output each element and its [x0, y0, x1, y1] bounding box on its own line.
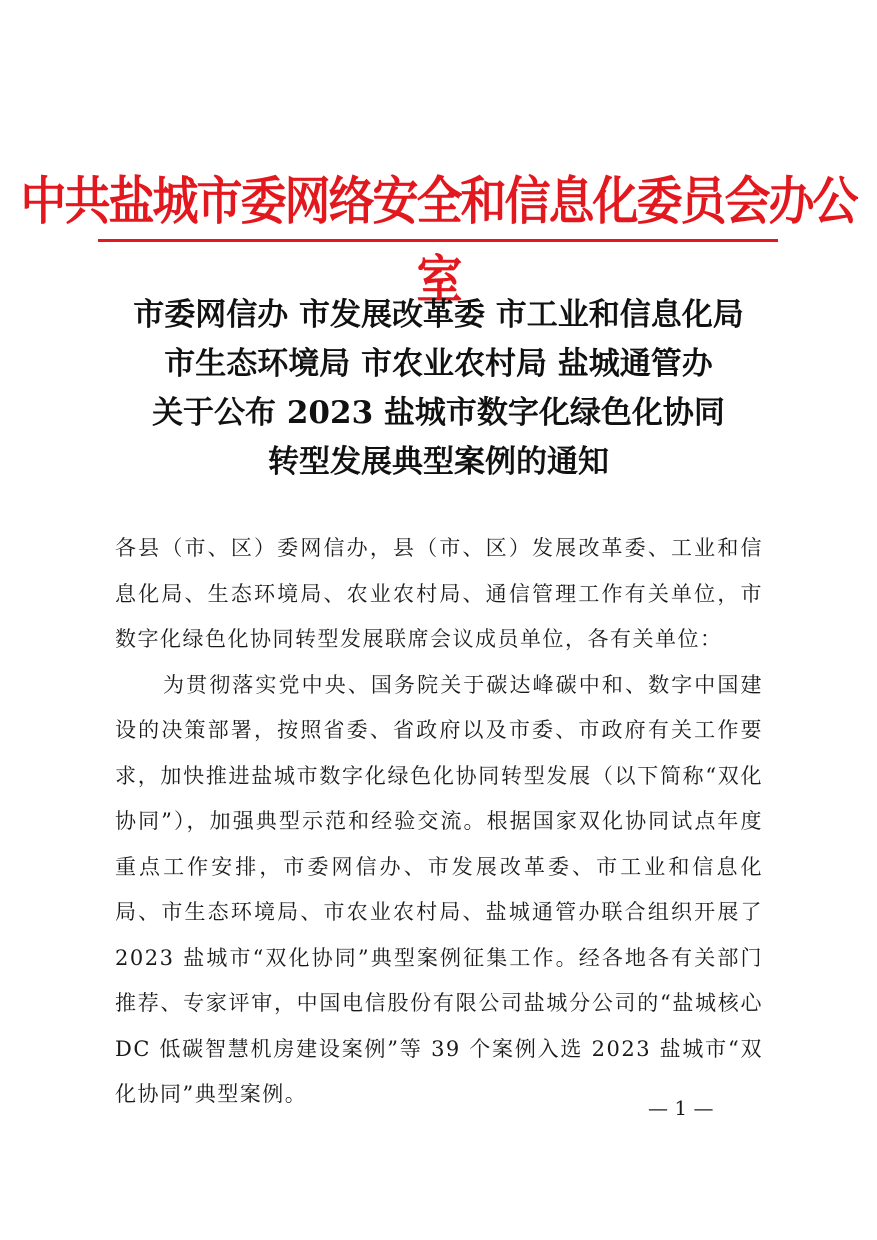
- title-line-3: 关于公布 2023 盐城市数字化绿色化协同: [152, 395, 725, 431]
- addressee-paragraph: 各县（市、区）委网信办，县（市、区）发展改革委、工业和信息化局、生态环境局、农业农村局、通信管理工作有关单位，市数字化绿色化协同转型发展联席会议成员单位，各有关单位：: [115, 536, 763, 651]
- title-line-1: 市委网信办 市发展改革委 市工业和信息化局: [133, 297, 744, 333]
- red-header-rule: [98, 239, 778, 242]
- document-body: [115, 526, 763, 1118]
- body-paragraph-1: 为贯彻落实党中央、国务院关于碳达峰碳中和、数字中国建设的决策部署，按照省委、省政府以及市委、市政府有关工作要求，加快推进盐城市数字化绿色化协同转型发展（以下简称“双化协同”），加强典型示范和经验交流。根据国家双化协同试点年度重点工作安排，市委网信办、市发展改革委、市工业和信息化局、市生态环境局、市农业农村局、盐城通管办联合组织开展了 2023 盐城市“双化协同”典型案例征集工作。经各地各有关部门推荐、专家评审，中国电信股份有限公司盐城分公司的“盐城核心 DC 低碳智慧机房建设案例”等 39 个案例入选 2023 盐城市“双化协同”典型案例。: [115, 672, 763, 1106]
- title-line-4: 转型发展典型案例的通知: [268, 444, 609, 480]
- page-number: — 1 —: [648, 1096, 714, 1120]
- issuing-organization-header: 中共盐城市委网络安全和信息化委员会办公室: [20, 170, 857, 310]
- document-title: [0, 291, 877, 487]
- title-line-2: 市生态环境局 市农业农村局 盐城通管办: [164, 346, 713, 382]
